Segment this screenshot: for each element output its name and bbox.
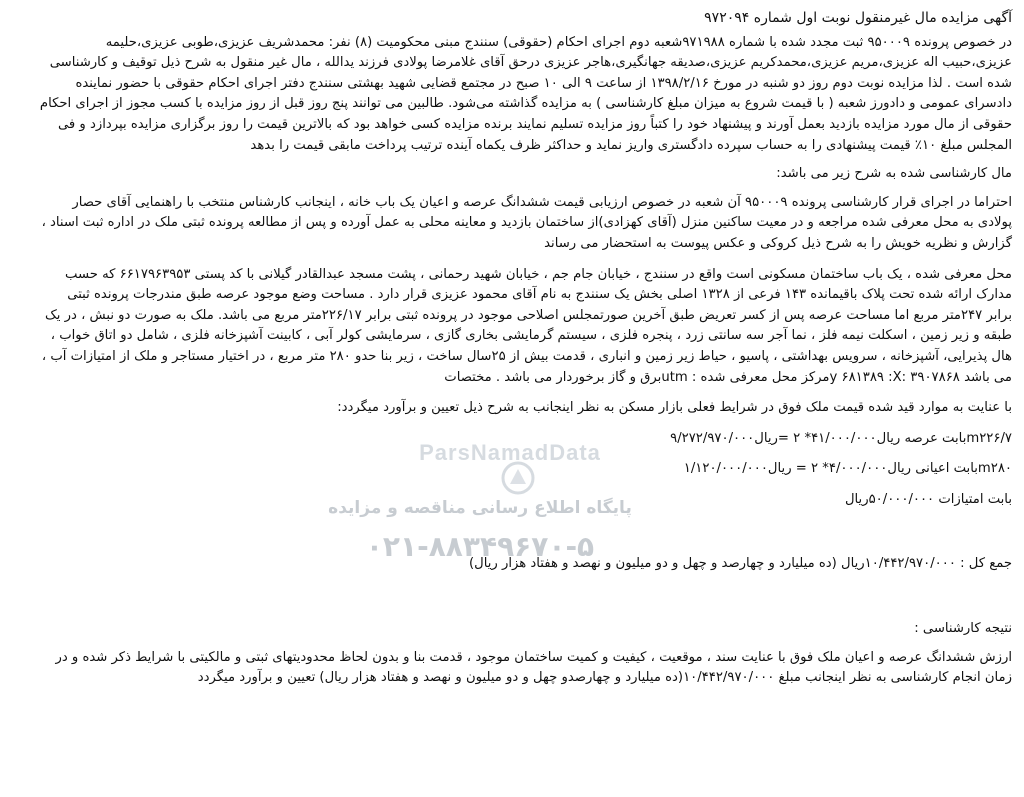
valuation-privileges: بابت امتیازات ۵۰/۰۰۰/۰۰۰ریال [844,491,1012,507]
watermark-site: ParsNamadData [419,440,601,465]
total-amount: جمع کل : ۱۰/۴۴۲/۹۷۰/۰۰۰ریال (ده میلیارد و چهارصد و چهل و دو میلیون و نهصد و هفتاد هزار ریال) [468,556,1012,572]
expert-line: گزارش و نظریه خویش را به شرح ذیل کروکی و عکس پیوست به استحضار می رساند [544,235,1012,251]
watermark-tagline: پایگاه اطلاع رسانی مناقصه و مزایده [328,498,632,518]
property-line: طبقه و زیر زمین ، اسکلت نیمه فلز ، نما آجر سه سانتی زرد ، پنجره فلزی ، سیستم گرمایشی بخاری گازی ، سرمایشی کولر آبی ، کابینت آشپزخانه فلزی ، شامل دو اتاق خواب ، [50,328,1012,344]
description-heading: مال کارشناسی شده به شرح زیر می باشد: [776,166,1012,182]
property-line: مدارک ارائه شده تحت پلاک باقیمانده ۱۴۳ فرعی از ۱۳۲۸ اصلی بخش یک سنندج به نام آقای محمود عزیزی قرار دارد . مساحت وضع موجود عرصه طبق مندرجات پرونده ثبتی [67,287,1012,303]
expert-line: پولادی به محل معرفی شده مراجعه و در معیت ساکنین منزل (آقای کهزادی)از ساختمان بازدید و معاینه محلی به عمل آورده و پس از مطالعه پرونده ثبتی ملک در اداره ثبت اسناد ، [41,215,1012,231]
watermark-phone: ۰۲۱-۸۸۳۴۹۶۷۰-۵ [365,530,595,563]
valuation-land: m۲۲۶/۷بابت عرصه ریال۴۱/۰۰۰/۰۰۰* ۲ =ریال۹/۲۷۲/۹۷۰/۰۰۰ [670,430,1012,446]
intro-line: در خصوص پرونده ۹۵۰۰۰۹ ثبت مجدد شده با شماره ۹۷۱۹۸۸شعبه دوم اجرای احکام (حقوقی) سنندج مبنی محکومیت (۸) نفر: محمدشریف عزیزی،طوبی عزیزی،حلیمه [105,34,1012,50]
intro-line: دادسرای عمومی و دادورز شعبه ( با قیمت شروع به میزان مبلغ کارشناسی ) به مزایده گذاشته می‌شود. طالبین می توانند پنج روز قبل از روز مزایده با کسب مجوز از اجرای احکام [39,96,1012,112]
conclusion-line: زمان انجام کارشناسی به نظر اینجانب مبلغ ۱۰/۴۴۲/۹۷۰/۰۰۰(ده میلیارد و چهارصدو چهل و دو میلیون و نهصد و هفتاد هزار ریال) تعیین و برآورد میگردد [197,670,1012,686]
expert-line: احتراما در اجرای قرار کارشناسی پرونده ۹۵۰۰۰۹ آن شعبه در خصوص ارزیابی قیمت ششدانگ عرصه و اعیان یک باب خانه ، اینجانب کارشناس منتخب با راهنمایی آقای حصار [72,194,1012,210]
conclusion-line: ارزش ششدانگ عرصه و اعیان ملک فوق با عنایت سند ، موقعیت ، کیفیت و کمیت ساختمان موجود ، قدمت بنا و بدون لحاظ محدودیتهای ثبتی و مالکیتی با شرایط ذکر شده و در [55,649,1012,665]
valuation-intro: با عنایت به موارد قید شده قیمت ملک فوق در شرایط فعلی بازار مسکن به نظر اینجانب به شرح ذیل تعیین و برآورد میگردد: [337,400,1012,416]
intro-line: شده است . لذا مزایده نوبت دوم روز دو شنبه در مورخ ۱۳۹۸/۲/۱۶ از ساعت ۹ الی ۱۰ صبح در مجتمع قضایی شهید بهشتی سنندج دفتر اجرای احکام حقوقی با حضور نماینده [75,75,1012,91]
property-line: برابر ۲۴۷متر مربع اما مساحت عرصه پس از کسر تعریض طبق آخرین صورتمجلس اصلاحی موجود در پرونده ثبتی برابر ۲۲۶/۱۷متر مربع می باشد. ملک به صورت دو نبش ، در یک [44,307,1012,323]
intro-line: حقوقی از مال مورد مزایده بازدید بعمل آورند و پیشنهاد خود را کتباً روز مزایده تسلیم نمایند برنده مزایده کسی خواهد بود که بالاترین قیمت را روز برگزاری مزایده بپردازد و فی [57,116,1012,132]
intro-line: عزیزی،حبیب اله عزیزی،مریم عزیزی،محمدکریم عزیزی،صدیقه جهانگیری،هاجر عزیزی درحق آقای غلامرضا پولادی فرزند یدالله ، مال غیر منقول به شرح ذیل توقیف و کارشناسی [49,55,1012,71]
property-line: می باشد ۳۹۰۷۸۶۸ :y ۶۸۱۳۸۹ :Xمرکز محل معرفی شده : utmبرق و گاز برخوردار می باشد . مختصات [444,369,1012,385]
valuation-building: m۲۸۰بابت اعیانی ریال۴/۰۰۰/۰۰۰* ۲ = ریال۱/۱۲۰/۰۰۰/۰۰۰ [683,461,1012,477]
intro-paragraph [12,33,1012,157]
notice-title: آگهی مزایده مال غیرمنقول نوبت اول شماره ۹۷۲۰۹۴ [704,10,1012,26]
conclusion-paragraph [12,648,1012,689]
expert-paragraph [12,193,1012,255]
conclusion-heading: نتیجه کارشناسی : [914,621,1012,637]
property-line: محل معرفی شده ، یک باب ساختمان مسکونی است واقع در سنندج ، خیابان جام جم ، خیابان شهید رحمانی ، پشت مسجد عبدالقادر گیلانی با کد پستی ۶۶۱۷۹۶۳۹۵۳ که حسب [65,266,1012,282]
property-line: هال پذیرایی، آشپزخانه ، سرویس بهداشتی ، پاسیو ، حیاط زیر زمین و انباری ، قدمت بیش از ۲۵سال ساخت ، زیر بنا حدو ۲۸۰ متر مربع ، در اختیار مستاجر و ملک از امتیازات آب ، [41,348,1012,364]
intro-line: المجلس مبلغ ۱۰٪ قیمت پیشنهادی را به حساب سپرده دادگستری واریز نماید و حداکثر ظرف یکماه آینده ترتیب پرداخت مابقی قیمت را بدهد [250,137,1012,153]
property-paragraph [12,265,1012,389]
